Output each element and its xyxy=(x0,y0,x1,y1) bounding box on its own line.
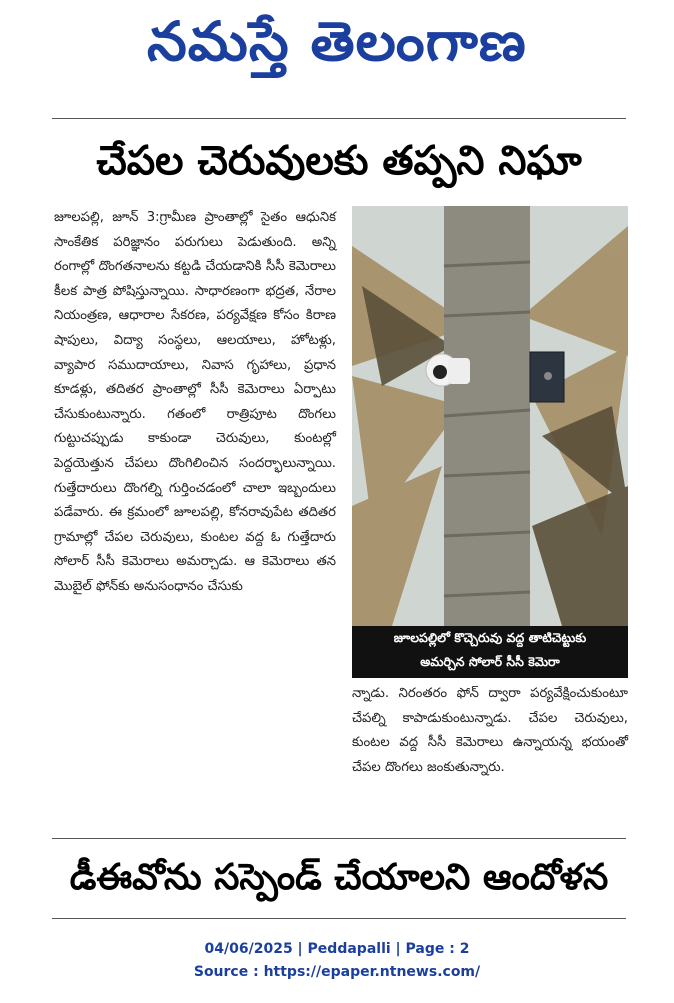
photo-caption-line-2: అమర్చిన సోలార్ సీసీ కెమెరా xyxy=(420,654,560,669)
footer-source[interactable]: Source : https://epaper.ntnews.com/ xyxy=(193,964,481,980)
article-headline: చేపల చెరువులకు తప్పని నిఘా xyxy=(96,138,582,184)
palm-tree-camera-image xyxy=(352,206,628,626)
photo-caption xyxy=(352,626,628,678)
article-photo xyxy=(352,206,628,626)
footer-date-edition: 04/06/2025 | Peddapalli | Page : 2 xyxy=(204,941,470,957)
article-body-right: న్నాడు. నిరంతరం ఫోన్ ద్వారా పర్యవేక్షించుకుంటూ చేపల్ని కాపాడుకుంటున్నాడు. చేపల చెరువులు, కుంటల వద్ద సీసీ కెమెరాలు ఉన్నాయన్న భయంతో చేపల దొంగలు జంకుతున్నారు. xyxy=(352,686,628,775)
photo-caption-line-1: జూలపల్లిలో కొచ్చెరువు వద్ద తాటిచెట్టుకు xyxy=(393,630,587,645)
top-divider xyxy=(52,118,626,119)
masthead xyxy=(0,2,674,82)
article-body-left: జూలపల్లి, జూన్ 3:గ్రామీణ ప్రాంతాల్లో సైతం ఆధునిక సాంకేతిక పరిజ్ఞానం పరుగులు పెడుతుంది. అన్ని రంగాల్లో దొంగతనాలను కట్టడి చేయడానికి సీసీ కెమెరాలు కీలక పాత్ర పోషిస్తున్నాయి. సాధారణంగా భద్రత, నేరాల నియంత్రణ, ఆధారాల సేకరణ, పర్యవేక్షణ కోసం కిరాణ షాపులు, విద్యా సంస్థలు, ఆలయాలు, హోటళ్లు, వ్యాపార సముదాయాలు, నివాస గృహాలు, ప్రధాన కూడళ్లు, తదితర ప్రాంతాల్లో సీసీ కెమెరాలు ఏర్పాటు చేసుకుంటున్నారు. గతంలో రాత్రిపూట దొంగలు గుట్టుచప్పుడు కాకుండా చెరువులు, కుంటల్లో పెద్దయెత్తున చేపలు దొంగిలించిన సందర్భాలున్నాయి. గుత్తేదారులు దొంగల్ని గుర్తించడంలో చాలా ఇబ్బందులు పడేవారు. ఈ క్రమంలో జూలపల్లి, కోనరావుపేట తదితర గ్రామాల్లో చేపల చెరువులు, కుంటల వద్ద ఓ గుత్తేదారు సోలార్ సీసీ కెమెరాలు అమర్చాడు. ఆ కెమెరాలు తన మొబైల్ ఫోన్‌కు అనుసంధానం చేసుకు xyxy=(54,210,336,594)
bottom-divider xyxy=(52,918,626,919)
second-article-headline: డీఈవోను సస్పెండ్ చేయాలని ఆందోళన xyxy=(69,857,609,898)
middle-divider xyxy=(52,838,626,839)
newspaper-title: నమస్తే తెలంగాణ xyxy=(147,10,527,73)
